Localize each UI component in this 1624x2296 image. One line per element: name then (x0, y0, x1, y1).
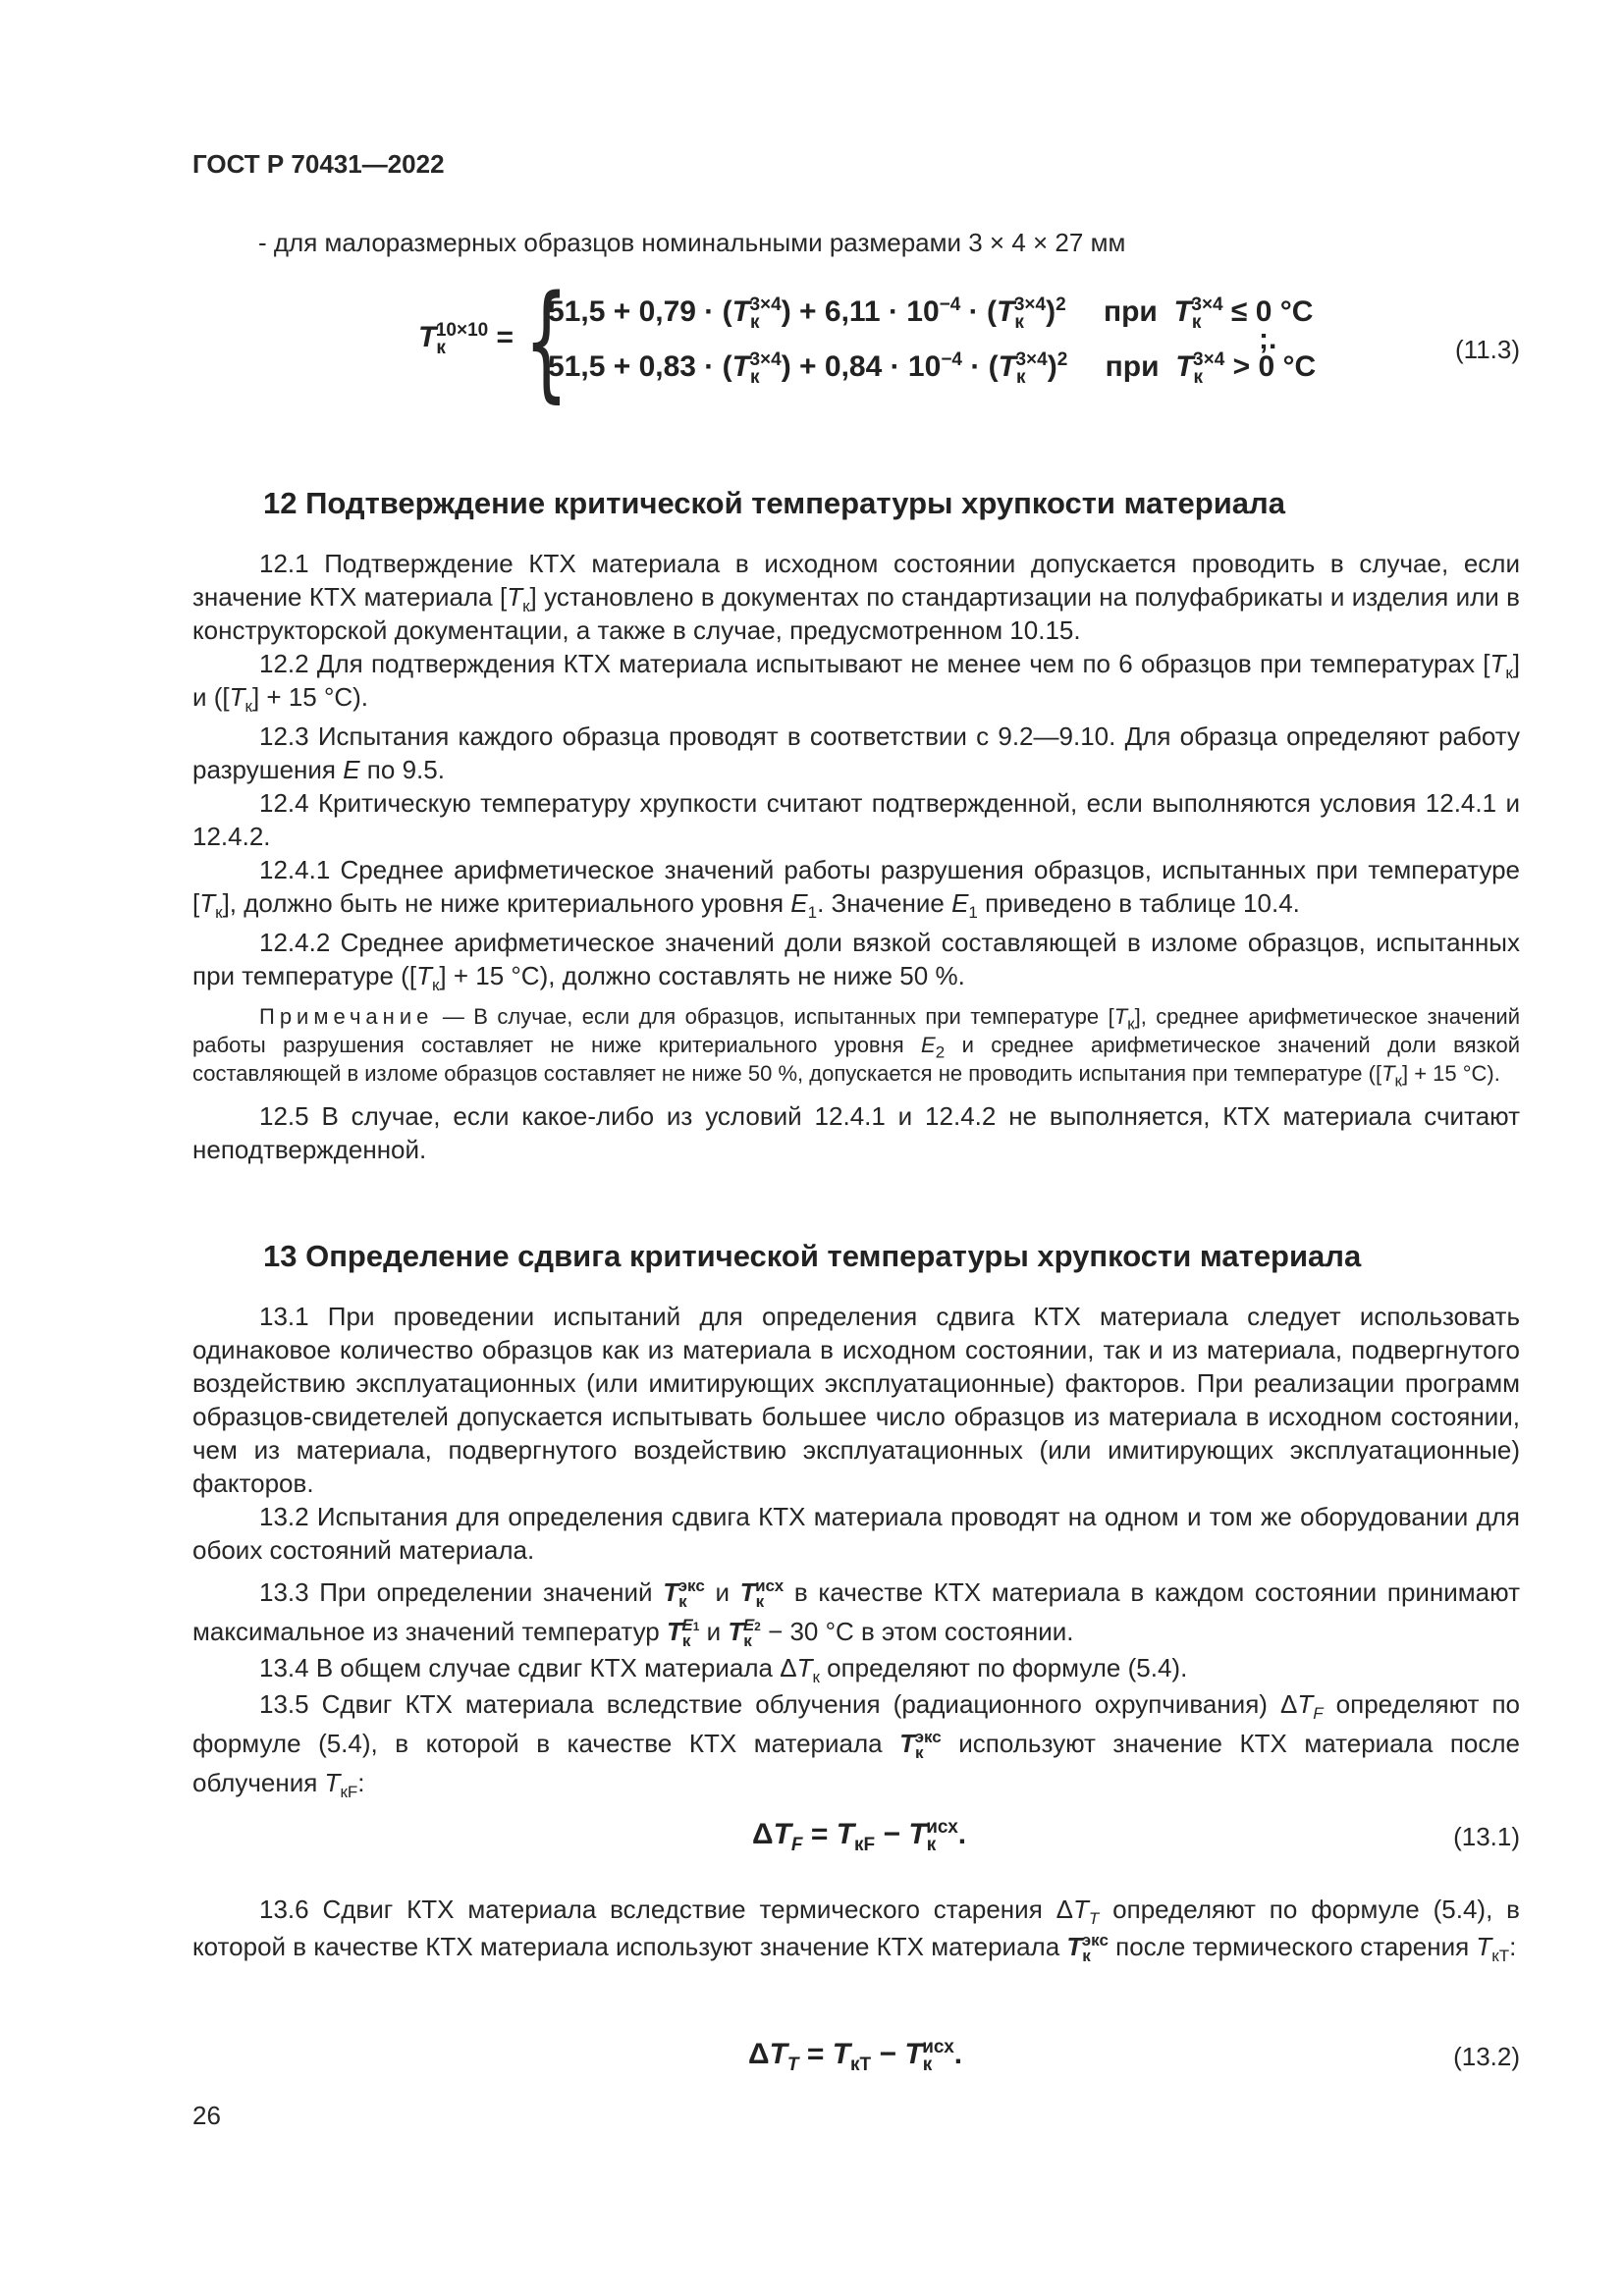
paragraph-13-2: 13.2 Испытания для определения сдвига КТХ материала проводят на одном и том же оборудовании для обоих состояний материала. (192, 1502, 1520, 1565)
paragraph-13-1: 13.1 При проведении испытаний для определения сдвига КТХ материала следует использовать одинаковое количество образцов как из материала в исходном состоянии, так и из материала, подвергнутого воздействию эксплуатационных (или имитирующих эксплуатационные) факторов. При реализации программ образцов-свидетелей допускается испытывать большее число образцов из материала в исходном состоянии, чем из материала, подвергнутого воздействию эксплуатационных (или имитирующих эксплуатационные) факторов. (192, 1302, 1520, 1498)
formula-row-1: $51,5 + 0,79 \cdot (T_к^{3\times 4}) + 6,11 \cdot 10^{-4} \cdot (T_к^{3\times 4})^2$ при $T_к^{3\times 4} \le 0$ °C (548, 294, 1314, 333)
paragraph-13-3: 13.3 При определении значений $T_к^{экс}$ и $T_к^{исх}$ в качестве КТХ материала в каждом состоянии принимают максимальное из значений температур $T_к^{E1}$ и $T_к^{E2} - 30$ °C в этом состоянии. (192, 1576, 1520, 1651)
section-13-body-cont (192, 1891, 1520, 1965)
formula-13-1 (192, 1818, 1520, 1867)
paragraph-13-6: 13.6 Сдвиг КТХ материала вследствие термического старения $\Delta T_T$ определяют по формуле (5.4), в которой в качестве КТХ материала используют значение КТХ материала $T_к^{экс}$ после термического старения $T_{кT}$: (192, 1895, 1520, 1966)
intro-line: - для малоразмерных образцов номинальными размерами 3 × 4 × 27 мм (258, 228, 1126, 257)
formula-11-3 (192, 269, 1520, 417)
equation-number: (11.3) (1455, 335, 1520, 364)
paragraph-12-5: 12.5 В случае, если какое-либо из условий 12.4.1 и 12.4.2 не выполняется, КТХ материала считают неподтвержденной. (192, 1101, 1520, 1164)
left-brace: { (524, 269, 568, 415)
paragraph-13-4: 13.4 В общем случае сдвиг КТХ материала $\Delta T_к$ определяют по формуле (5.4). (259, 1653, 1188, 1687)
formula-13-1-expression: $\Delta T_F = T_{кF} - T_к^{исх}$. (752, 1817, 967, 1855)
paragraph-12-4: 12.4 Критическую температуру хрупкости считают подтвержденной, если выполняются условия 12.4.1 и 12.4.2. (192, 788, 1520, 851)
section-12-title: 12 Подтверждение критической температуры хрупкости материала (263, 486, 1285, 520)
note: Примечание — В случае, если для образцов, испытанных при температуре $[T_к]$, среднее арифметическое значений работы разрушения составляет не ниже критериального уровня $E_2$ и среднее арифметическое значений доли вязкой составляющей в изломе образцов составляет не ниже 50 %, допускается не проводить испытания при температуре ($[T_к] + 15$ °C). (192, 1004, 1520, 1091)
paragraph-13-5: 13.5 Сдвиг КТХ материала вследствие облучения (радиационного охрупчивания) $\Delta T_F$ определяют по формуле (5.4), в которой в качестве КТХ материала $T_к^{экс}$ используют значение КТХ материала после облучения $T_{кF}$: (192, 1689, 1521, 1802)
equation-number: (13.2) (1453, 2042, 1520, 2071)
paragraph-12-4-2: 12.4.2 Среднее арифметическое значений доли вязкой составляющей в изломе образцов, испытанных при температуре ($[T_к] + 15$ °C), должно составлять не ниже 50 %. (192, 928, 1520, 995)
section-13-title: 13 Определение сдвига критической температуры хрупкости материала (263, 1239, 1362, 1273)
document-header: ГОСТ Р 70431—2022 (192, 149, 445, 179)
paragraph-12-4-1: 12.4.1 Среднее арифметическое значений работы разрушения образцов, испытанных при температуре $[T_к]$, должно быть не ниже критериального уровня $E_1$. Значение $E_1$ приведено в таблице 10.4. (192, 855, 1520, 923)
paragraph-12-3: 12.3 Испытания каждого образца проводят в соответствии с 9.2—9.10. Для образца определяют работу разрушения E по 9.5. (192, 721, 1520, 784)
paragraph-12-2: 12.2 Для подтверждения КТХ материала испытывают не менее чем по 6 образцов при температурах $[T_к]$ и ($[T_к] + 15$ °C). (192, 649, 1520, 717)
formula-end: ;. (1259, 323, 1277, 355)
formula-13-2-expression: $\Delta T_T = T_{кT} - T_к^{исх}$. (748, 2037, 963, 2075)
paragraph-12-1: 12.1 Подтверждение КТХ материала в исходном состоянии допускается проводить в случае, если значение КТХ материала $[T_к]$ установлено в документах по стандартизации на полуфабрикаты и изделия или в конструкторской документации, а также в случае, предусмотренном 10.15. (192, 549, 1520, 645)
formula-lhs: $T_к^{10\times 10}$ = (418, 320, 514, 358)
page-number: 26 (192, 2101, 221, 2130)
section-13-body (192, 1300, 1520, 1802)
formula-13-2 (192, 2038, 1520, 2087)
formula-row-2: $51,5 + 0,83 \cdot (T_к^{3\times 4}) + 0,84 \cdot 10^{-4} \cdot (T_к^{3\times 4})^2$ при $T_к^{3\times 4} > 0$ °C (548, 349, 1317, 388)
equation-number: (13.1) (1453, 1822, 1520, 1851)
section-12-body (192, 547, 1520, 1166)
